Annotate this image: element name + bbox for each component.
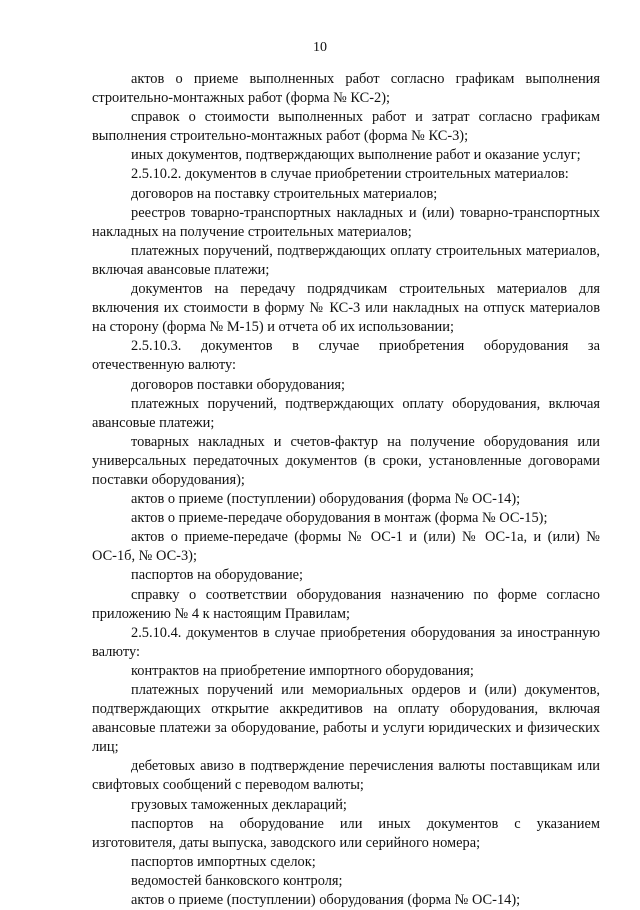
paragraph-memorial-orders: платежных поручений или мемориальных ордеров и (или) документов, подтверждающих открытие аккредитивов на оплату оборудования, включая авансовые платежи за оборудование, работы и услуги юридических и физических лиц; [92, 682, 600, 756]
paragraph-ks3-certificates: справок о стоимости выполненных работ и затрат согласно графикам выполнения строительно-монтажных работ (форма № КС-3); [92, 109, 600, 145]
paragraph-debit-advice: дебетовых авизо в подтверждение перечисления валюты поставщикам или свифтовых сообщений с переводом валюты; [92, 758, 600, 794]
paragraph-material-contracts: договоров на поставку строительных материалов; [131, 185, 438, 202]
paragraph-equipment-payment-orders: платежных поручений, подтверждающих оплату оборудования, включая авансовые платежи; [92, 395, 600, 431]
paragraph-material-transfer-documents: документов на передачу подрядчикам строительных материалов для включения их стоимости в форму № КС-3 или накладных на отпуск материалов на сторону (форма № М-15) и отчета об их использовании; [92, 281, 600, 336]
document-body [92, 70, 600, 910]
section-heading-2-5-10-4: 2.5.10.4. документов в случае приобретения оборудования за иностранную валюту: [92, 624, 600, 660]
paragraph-manufacturer-documents: паспортов на оборудование или иных документов с указанием изготовителя, даты выпуска, заводского или серийного номера; [92, 815, 600, 851]
paragraph-conformity-certificate: справку о соответствии оборудования назначению по форме согласно приложению № 4 к настоящим Правилам; [92, 586, 600, 622]
paragraph-other-documents: иных документов, подтверждающих выполнение работ и оказание услуг; [131, 147, 581, 164]
paragraph-import-contracts: контрактов на приобретение импортного оборудования; [131, 662, 474, 679]
paragraph-import-transaction-passports: паспортов импортных сделок; [131, 853, 316, 870]
page-number: 10 [313, 40, 327, 55]
paragraph-ks2-acts: актов о приеме выполненных работ согласно графикам выполнения строительно-монтажных работ (форма № КС-2); [92, 71, 600, 107]
paragraph-material-payment-orders: платежных поручений, подтверждающих оплату строительных материалов, включая авансовые платежи; [92, 242, 600, 278]
paragraph-equipment-passports: паспортов на оборудование; [131, 567, 304, 584]
paragraph-os14-acts: актов о приеме (поступлении) оборудования (форма № ОС-14); [131, 491, 521, 508]
paragraph-invoices: товарных накладных и счетов-фактур на получение оборудования или универсальных передаточных документов (в сроки, установленные договорами поставки оборудования); [92, 433, 600, 488]
paragraph-bank-control-statements: ведомостей банковского контроля; [131, 872, 343, 889]
section-heading-2-5-10-3: 2.5.10.3. документов в случае приобретения оборудования за отечественную валюту: [92, 338, 600, 374]
paragraph-waybill-registers: реестров товарно-транспортных накладных и (или) товарно-транспортных накладных на получение строительных материалов; [92, 204, 600, 240]
paragraph-os15-acts: актов о приеме-передаче оборудования в монтаж (форма № ОС-15); [131, 510, 548, 527]
paragraph-os1-acts: актов о приеме-передаче (формы № ОС-1 и (или) № ОС-1а, и (или) № ОС-1б, № ОС-3); [92, 529, 600, 565]
paragraph-equipment-contracts: договоров поставки оборудования; [131, 376, 346, 393]
paragraph-os14-acts-import: актов о приеме (поступлении) оборудования (форма № ОС-14); [131, 892, 521, 909]
section-heading-2-5-10-2: 2.5.10.2. документов в случае приобретении строительных материалов: [131, 166, 569, 183]
paragraph-customs-declarations: грузовых таможенных деклараций; [131, 796, 347, 813]
